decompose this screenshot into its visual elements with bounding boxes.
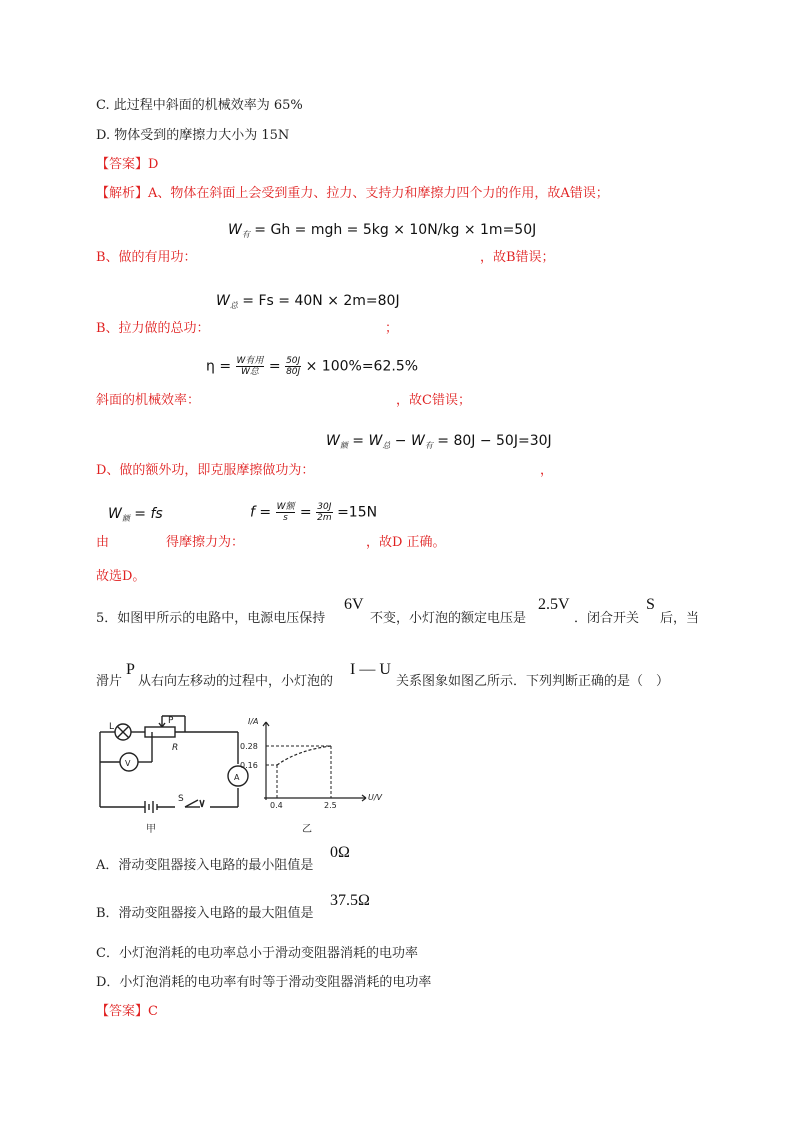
formula-friction: f = $\frac{\text{W额}}{s}$ = $\frac{30J}{2m}$ =15N: [250, 502, 378, 523]
option-b: B．滑动变阻器接入电路的最大阻值是: [96, 906, 314, 921]
analysis-c-prefix: 斜面的机械效率：: [96, 393, 201, 408]
q5-text-3: ．闭合开关: [574, 611, 640, 626]
q5-i-u: I — U: [350, 661, 391, 678]
option-d: D．小灯泡消耗的电功率有时等于滑动变阻器消耗的电功率: [96, 975, 432, 990]
graph-y-tick-016: 0.16: [240, 761, 258, 770]
analysis-b-total-prefix: B、拉力做的总功：: [96, 321, 210, 336]
q5-slider-p: P: [126, 661, 135, 678]
graph-y-label: I/A: [248, 717, 259, 726]
analysis-d-end: ，故D 正确。: [366, 535, 446, 550]
q5-text-6: 从右向左移动的过程中，小灯泡的: [138, 674, 334, 689]
graph-caption: 乙: [302, 824, 312, 835]
formula-extra-work: $W_额 = W_总 - W_有 = 80J - 50J=30J$: [326, 433, 552, 450]
analysis-c-suffix: ，故C错误；: [396, 393, 471, 408]
option-b-value: 37.5Ω: [330, 892, 370, 909]
formula-fs: $W_额$ = fs: [108, 506, 163, 523]
analysis-conclusion: 故选D。: [96, 569, 146, 584]
circuit-label-a: A: [234, 773, 240, 782]
formula-useful-work: $W_有 = Gh$ = mgh = 5kg × 10N/kg × 1m=50J: [228, 222, 537, 239]
analysis-b-useful-prefix: B、做的有用功：: [96, 250, 197, 265]
formula-total-work: $W_总 = Fs = 40N \times 2m=80J$: [216, 293, 400, 310]
q5-text-2: 不变，小灯泡的额定电压是: [370, 611, 527, 626]
q5-text-4: 后，当: [660, 611, 700, 626]
q5-text-1: 5．如图甲所示的电路中，电源电压保持: [96, 611, 326, 626]
circuit-caption: 甲: [146, 824, 156, 835]
option-c-prev: C. 此过程中斜面的机械效率为 65%: [96, 98, 303, 113]
formula-efficiency: η = $\frac{\text{W有用}}{\text{W总}}$ = $\frac{50J}{80J}$ × 100%=62.5%: [206, 356, 419, 377]
circuit-label-l: L: [109, 722, 115, 732]
circuit-label-r: R: [172, 743, 179, 753]
analysis-d-suffix: ，: [540, 463, 554, 478]
circuit-label-p: P: [168, 716, 174, 726]
analysis-b-useful-suffix: ，故B错误；: [480, 250, 555, 265]
circuit-label-v: V: [125, 759, 131, 768]
answer-q5: 【答案】C: [96, 1004, 158, 1019]
analysis-b-total-suffix: ；: [385, 321, 399, 336]
graph-x-label: U/V: [368, 793, 383, 802]
q5-text-7: 关系图象如图乙所示．下列判断正确的是（ ）: [396, 674, 670, 689]
answer-prev: 【答案】D: [96, 157, 159, 172]
analysis-d-prefix: D、做的额外功，即克服摩擦做功为：: [96, 463, 315, 478]
option-a-value: 0Ω: [330, 844, 350, 861]
q5-text-5: 滑片: [96, 674, 123, 689]
analysis-d-by: 由: [96, 535, 110, 550]
option-d-prev: D. 物体受到的摩擦力大小为 15N: [96, 128, 290, 143]
q5-voltage-6v: 6V: [344, 596, 364, 613]
analysis-line-a: 【解析】A、物体在斜面上会受到重力、拉力、支持力和摩擦力四个力的作用，故A错误；: [96, 186, 609, 201]
circuit-label-s: S: [178, 794, 184, 804]
q5-figure: [90, 712, 400, 842]
graph-x-tick-25: 2.5: [324, 801, 337, 810]
q5-switch-s: S: [646, 596, 655, 613]
circuit-diagram: [100, 716, 248, 813]
graph-x-tick-04: 0.4: [270, 801, 283, 810]
option-a: A．滑动变阻器接入电路的最小阻值是: [96, 858, 314, 873]
analysis-d-get: 得摩擦力为：: [166, 535, 245, 550]
option-c: C．小灯泡消耗的电功率总小于滑动变阻器消耗的电功率: [96, 946, 418, 961]
q5-voltage-2-5v: 2.5V: [538, 596, 570, 613]
graph-y-tick-028: 0.28: [240, 742, 258, 751]
iu-graph: [263, 722, 366, 801]
